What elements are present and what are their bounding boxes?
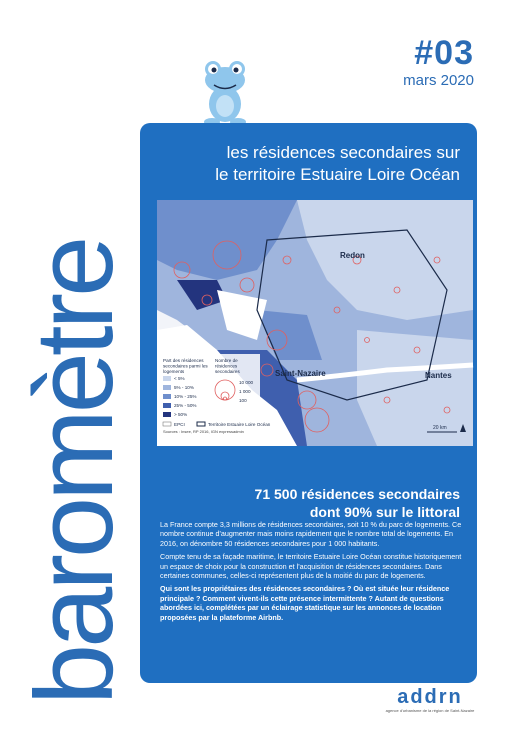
brand-word: baromètre	[13, 239, 136, 705]
title-line-2: le territoire Estuaire Loire Océan	[215, 165, 460, 184]
key-figure-line-1: 71 500 résidences secondaires	[254, 486, 460, 502]
legend-territory: Territoire Estuaire Loire Océan	[208, 422, 271, 427]
legend-class-4: 25% - 50%	[174, 403, 197, 408]
legend-count-2: 1 000	[239, 389, 251, 394]
legend-share-title: Part des résidences secondaires parmi les logements	[163, 358, 208, 374]
paragraph-1: La France compte 3,3 millions de résidences secondaires, soit 10 % du parc de logements. Ce nombre continue d'augmenter mais moins rapidement que le nombre total de logements. En 2016, on dénombre 50 résidences secondaires pour 1 000 habitants.	[160, 520, 462, 548]
key-figure	[150, 485, 460, 521]
legend-count-3: 100	[239, 398, 247, 403]
place-label-redon: Redon	[340, 251, 365, 260]
legend-class-5: > 50%	[174, 412, 188, 417]
scale-label: 20 km	[433, 425, 447, 431]
body-text	[160, 520, 466, 626]
addrn-logo	[380, 686, 480, 722]
choropleth-map	[157, 200, 473, 446]
title-line-1: les résidences secondaires sur	[226, 143, 460, 162]
key-figure-line-2: dont 90% sur le littoral	[309, 504, 460, 520]
issue-block	[403, 36, 474, 89]
legend-count-title: Nombre de résidences secondaires	[215, 358, 240, 374]
map-source: Sources : Insee, RP 2016, IGN expressadmin	[163, 429, 244, 434]
legend-class-1: < 5%	[174, 376, 185, 381]
logo-tagline: agence d'urbanisme de la région de Saint-Nazaire	[385, 708, 475, 713]
legend-class-2: 5% - 10%	[174, 385, 194, 390]
place-label-saint-nazaire: Saint-Nazaire	[275, 369, 326, 378]
map-legend	[160, 354, 271, 434]
legend-class-3: 10% - 25%	[174, 394, 197, 399]
paragraph-2: Compte tenu de sa façade maritime, le territoire Estuaire Loire Océan constitue historiquement un espace de choix pour la construction et l'acquisition de résidences secondaires. Dans certaines communes, celles-ci représentent plus de la moitié du parc de logements.	[160, 552, 462, 581]
legend-epci: EPCI	[174, 422, 185, 427]
place-label-nantes: Nantes	[425, 371, 452, 380]
brand-wordmark	[13, 30, 136, 710]
frog-mascot-icon	[196, 58, 254, 128]
legend-count-1: 10 000	[239, 380, 254, 385]
issue-date: mars 2020	[403, 72, 474, 89]
logo-word: addrn	[397, 686, 463, 708]
paragraph-3: Qui sont les propriétaires des résidences secondaires ? Où est située leur résidence principale ? Comment vivent-ils cette présence intermittente ? Autant de questions abordées ici, complétées par un éclairage statistique sur les annonces de location proposées par la plateforme Airbnb.	[160, 584, 450, 622]
issue-number: #03	[414, 34, 474, 72]
page-title	[150, 142, 460, 186]
